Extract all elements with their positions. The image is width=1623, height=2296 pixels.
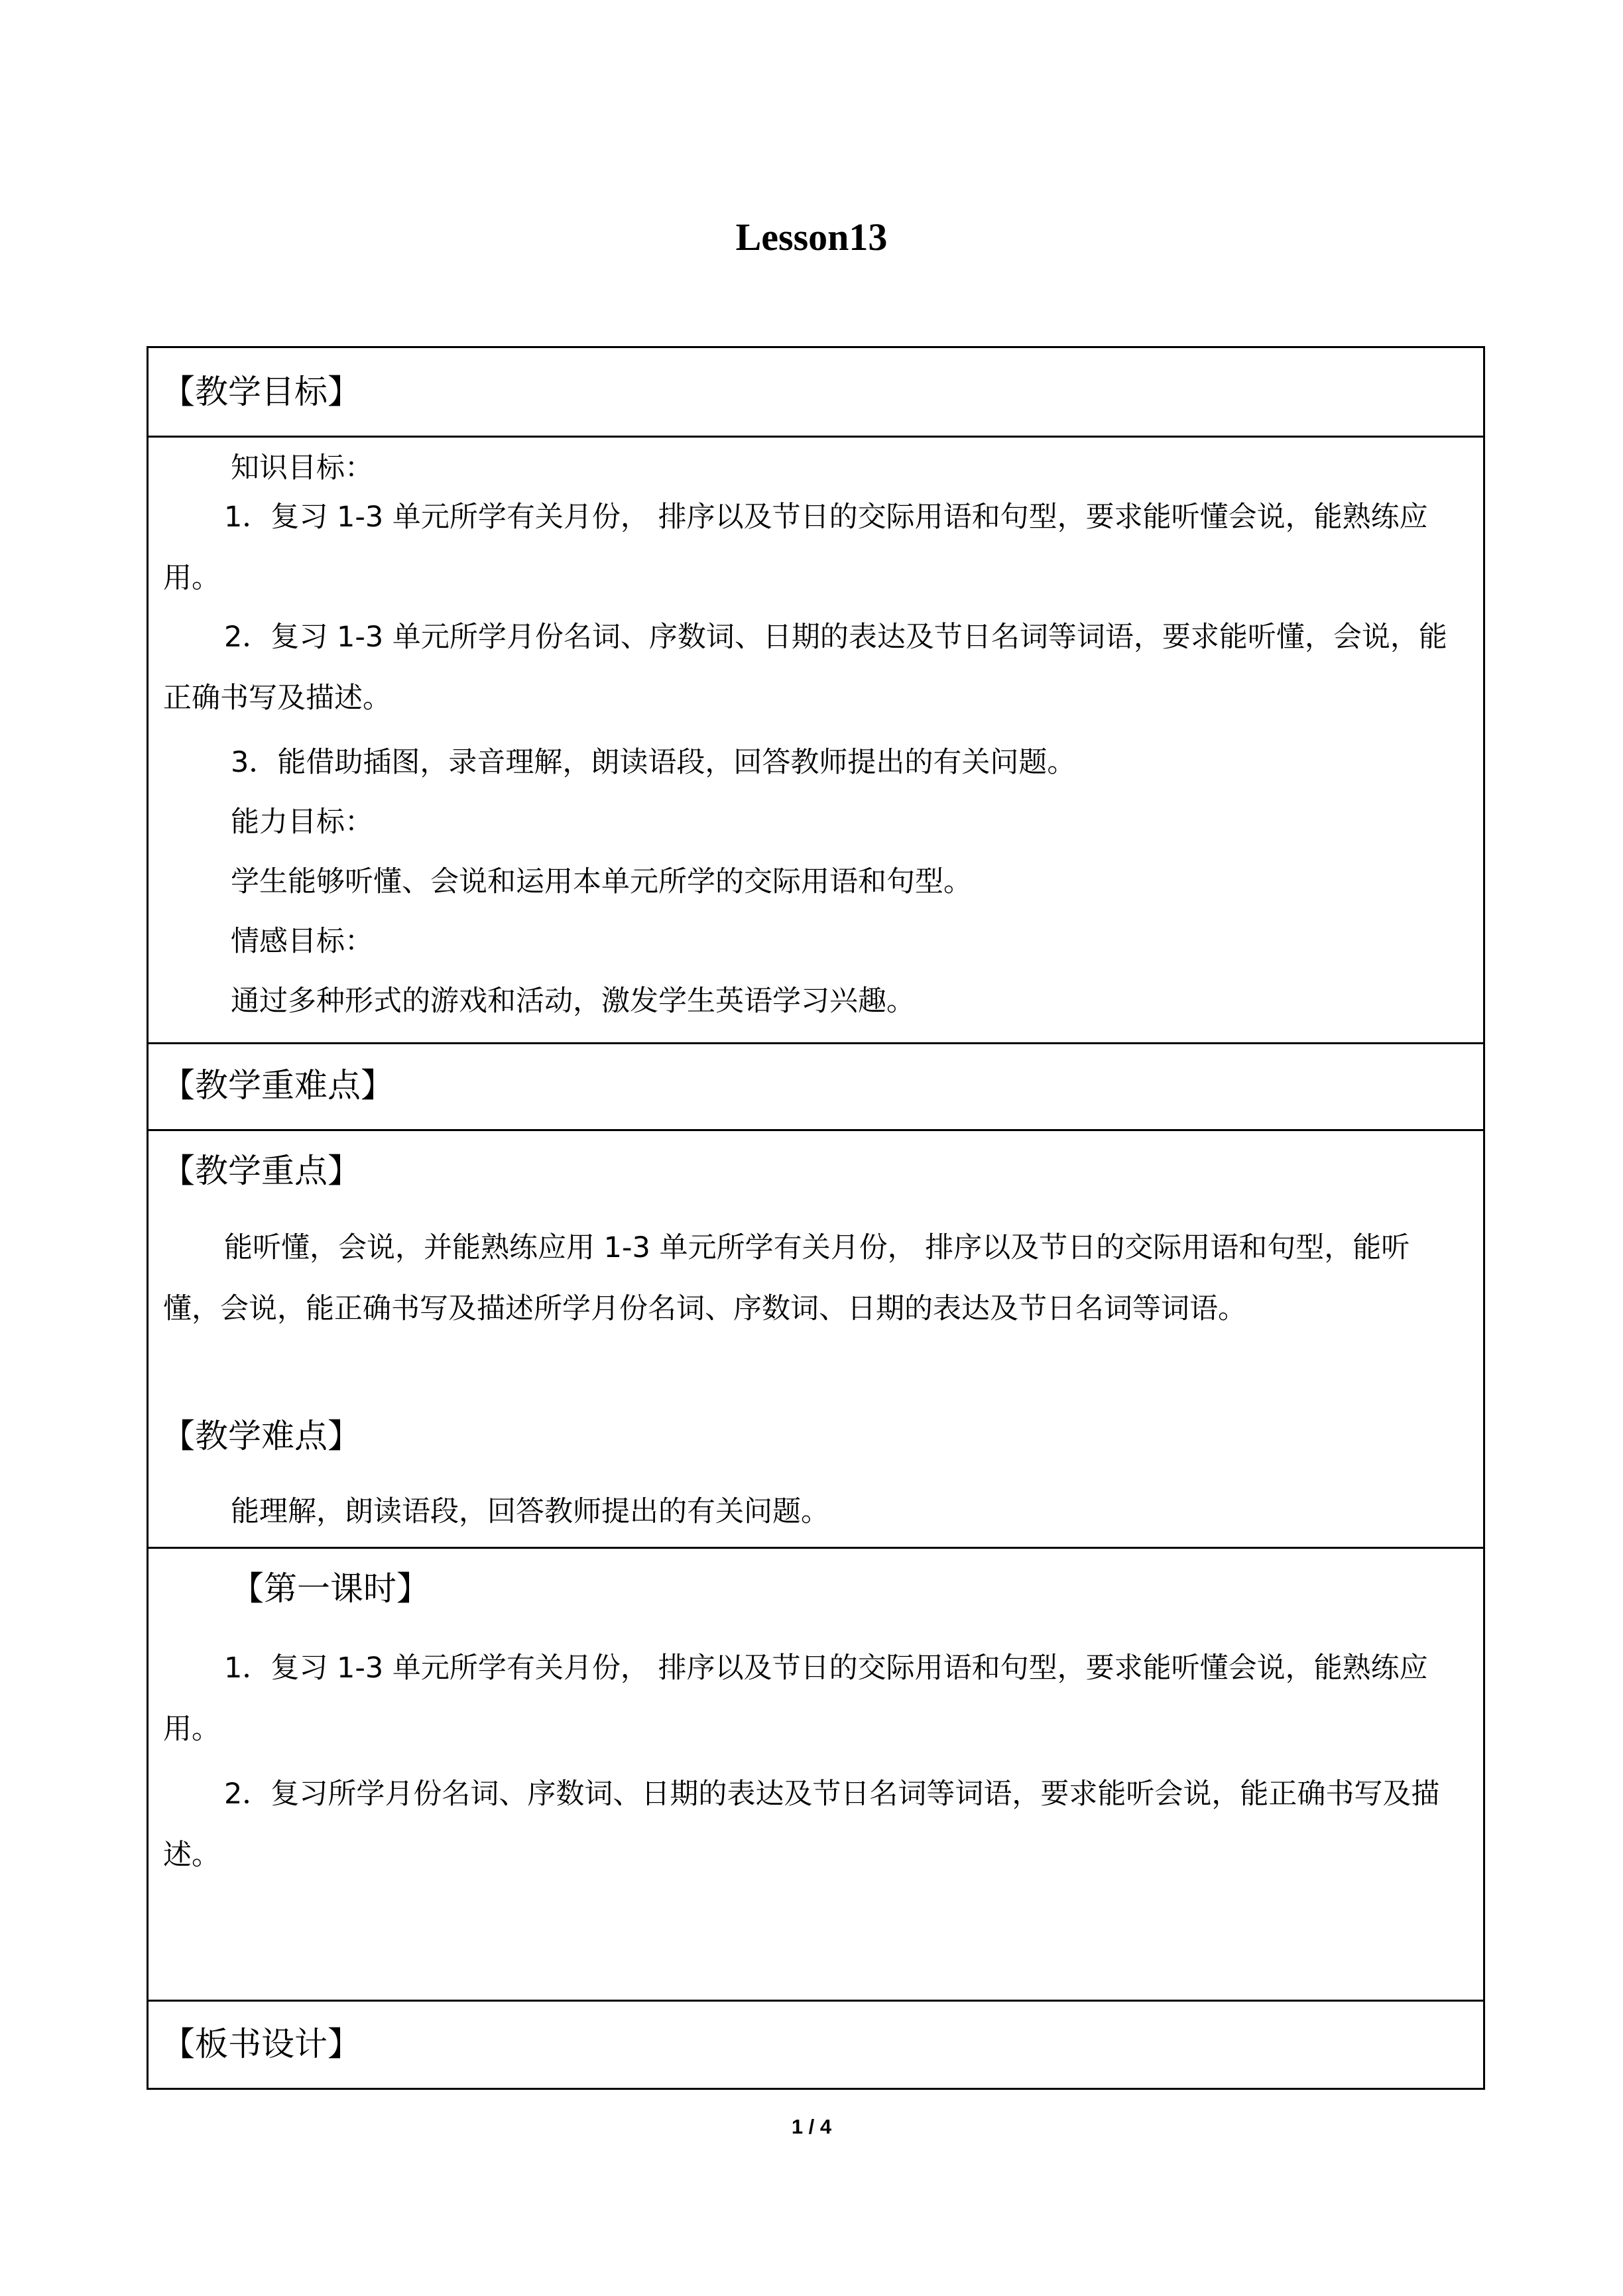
difficult-points-heading: 【教学难点】 xyxy=(162,1417,361,1455)
document-title: Lesson13 xyxy=(735,215,888,259)
difficult-points-text: 能理解，朗读语段，回答教师提出的有关问题。 xyxy=(231,1495,829,1528)
first-lesson-item-1: 1．复习 1-3 单元所学有关月份， 排序以及节日的交际用语和句型，要求能听懂会说，能熟练应用。 xyxy=(163,1652,1428,1746)
emotion-goal-text: 通过多种形式的游戏和活动，激发学生英语学习兴趣。 xyxy=(231,985,915,1018)
lesson-plan-table xyxy=(147,346,1485,2090)
first-lesson-item-2: 2．复习所学月份名词、序数词、日期的表达及节日名词等词语，要求能听会说，能正确书写及描述。 xyxy=(163,1778,1440,1872)
objective-item-1: 1．复习 1-3 单元所学有关月份， 排序以及节日的交际用语和句型，要求能听懂会说，能熟练应用。 xyxy=(163,501,1428,595)
objective-item-2: 2．复习 1-3 单元所学月份名词、序数词、日期的表达及节日名词等词语，要求能听懂，会说，能正确书写及描述。 xyxy=(163,621,1447,715)
key-points-heading: 【教学重点】 xyxy=(162,1152,361,1190)
objectives-heading: 【教学目标】 xyxy=(162,373,361,411)
first-lesson-heading: 【第一课时】 xyxy=(231,1569,430,1608)
emotion-goal-label: 情感目标： xyxy=(231,925,373,958)
key-points-text: 能听懂，会说，并能熟练应用 1-3 单元所学有关月份， 排序以及节日的交际用语和句型，能听懂，会说，能正确书写及描述所学月份名词、序数词、日期的表达及节日名词等词语。 xyxy=(163,1231,1410,1325)
ability-goal-label: 能力目标： xyxy=(231,806,373,839)
objectives-content-row xyxy=(149,436,1483,1042)
objective-item-3: 3．能借助插图，录音理解，朗读语段，回答教师提出的有关问题。 xyxy=(231,746,1076,779)
key-points-row xyxy=(149,1129,1483,1547)
ability-goal-text: 学生能够听懂、会说和运用本单元所学的交际用语和句型。 xyxy=(231,865,972,898)
knowledge-goal-label: 知识目标： xyxy=(231,452,373,485)
board-design-row xyxy=(149,2000,1483,2088)
page-indicator: 1 / 4 xyxy=(791,2115,832,2138)
objectives-heading-row xyxy=(149,348,1483,436)
key-difficult-heading-row xyxy=(149,1042,1483,1129)
board-design-heading: 【板书设计】 xyxy=(162,2025,361,2063)
key-difficult-heading: 【教学重难点】 xyxy=(162,1066,394,1105)
first-lesson-row xyxy=(149,1547,1483,2000)
